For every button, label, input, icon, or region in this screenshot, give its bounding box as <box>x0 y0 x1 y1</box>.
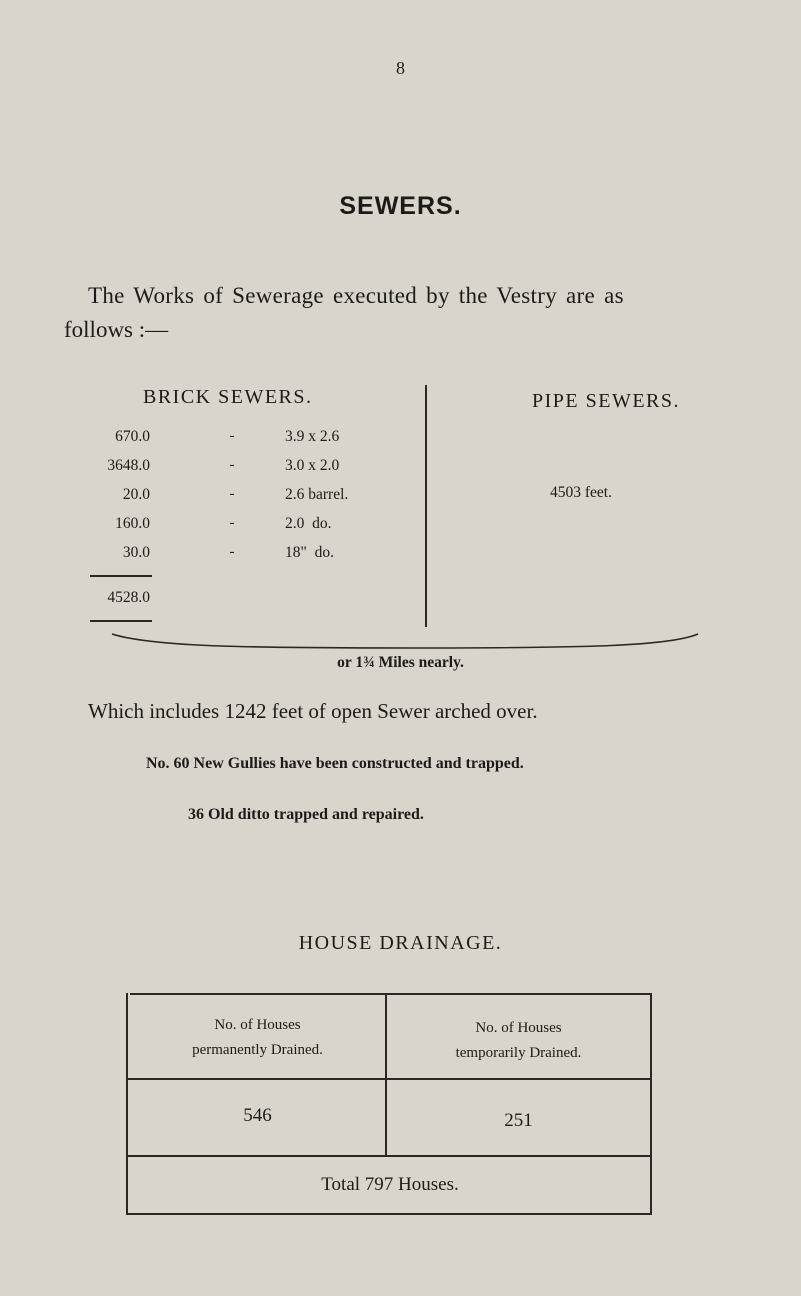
brick-total: 4528.0 <box>107 589 150 606</box>
miles-note: or 1¾ Miles nearly. <box>337 654 464 671</box>
house-drainage-heading: HOUSE DRAINAGE. <box>298 932 503 954</box>
page-number: 8 <box>396 58 405 78</box>
brick-dash-2: - <box>229 457 235 473</box>
total-houses: Total 797 Houses. <box>321 1174 459 1195</box>
table-rule-top <box>130 993 650 995</box>
new-gullies-note: No. 60 New Gullies have been constructed and trapped. <box>146 755 524 772</box>
pipe-sewers-heading: PIPE SEWERS. <box>532 390 681 412</box>
brick-size-2: 3.0 x 2.0 <box>285 457 340 474</box>
column-divider <box>425 385 427 627</box>
brick-length-1: 670.0 <box>115 428 150 445</box>
brick-size-1: 3.9 x 2.6 <box>285 428 340 445</box>
table-rule-left <box>126 993 128 1215</box>
table-rule-right <box>650 993 652 1215</box>
table-rule-values <box>128 1155 650 1157</box>
brick-dash-4: - <box>229 515 235 531</box>
table-rule-header <box>128 1078 650 1080</box>
header-permanently-line-2: permanently Drained. <box>192 1042 323 1058</box>
brick-dash-5: - <box>229 544 235 560</box>
table-rule-bottom <box>128 1213 650 1215</box>
header-permanently-drained <box>130 1013 385 1063</box>
brick-size-4: 2.0 do. <box>285 515 332 532</box>
header-temporarily-line-2: temporarily Drained. <box>455 1045 582 1061</box>
total-rule-top <box>90 575 152 577</box>
open-sewer-note: Which includes 1242 feet of open Sewer arched over. <box>88 699 538 723</box>
header-temporarily-drained <box>387 1016 650 1066</box>
intro-line-2: follows :— <box>64 317 169 342</box>
brick-length-5: 30.0 <box>122 544 150 561</box>
brick-sewers-heading: BRICK SEWERS. <box>143 386 313 408</box>
brick-dash-3: - <box>229 486 235 502</box>
brace-bracket <box>110 628 700 654</box>
intro-line-1: The Works of Sewerage executed by the Vestry are as <box>88 283 624 308</box>
brick-size-3: 2.6 barrel. <box>285 486 349 503</box>
header-temporarily-line-1: No. of Houses <box>475 1020 562 1036</box>
old-gullies-note: 36 Old ditto trapped and repaired. <box>188 806 424 823</box>
brick-dash-1: - <box>229 428 235 444</box>
page-title: SEWERS. <box>339 192 462 220</box>
header-permanently-line-1: No. of Houses <box>214 1017 301 1033</box>
permanently-drained-value: 546 <box>243 1105 272 1126</box>
total-rule-bottom <box>90 620 152 622</box>
brick-length-4: 160.0 <box>115 515 150 532</box>
temporarily-drained-value: 251 <box>504 1110 533 1131</box>
brick-size-5: 18" do. <box>285 544 334 561</box>
pipe-sewers-value: 4503 feet. <box>550 484 612 501</box>
brick-length-3: 20.0 <box>122 486 150 503</box>
brick-length-2: 3648.0 <box>107 457 150 474</box>
